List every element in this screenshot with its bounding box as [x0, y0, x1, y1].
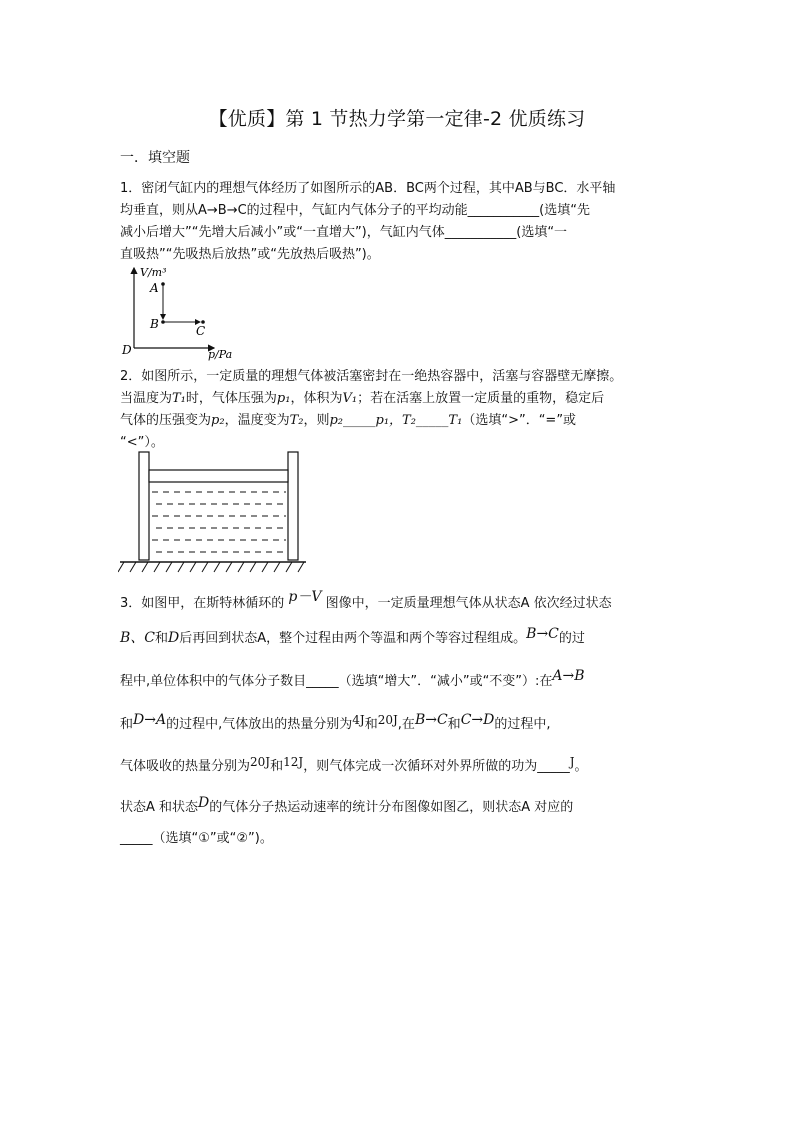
q3-text: 图像中，一定质量理想气体从状态A 依次经过状态	[325, 596, 612, 611]
q2-line-4: “<”）。	[120, 435, 164, 450]
q3-text: 。	[574, 759, 588, 774]
question-1	[120, 178, 680, 266]
q3-line-2	[120, 626, 700, 647]
origin-label-D: D	[122, 343, 132, 357]
section-heading: 一．填空题	[120, 150, 190, 166]
x-axis-label: p/Pa	[208, 348, 233, 361]
math-B-to-C: B→C	[526, 626, 559, 642]
piston	[149, 470, 288, 482]
q3-text: ,在	[397, 717, 415, 732]
q1-line-3: 减小后增大”“先增大后减小”或“一直增大”)，气缸内气体___________(选填“一	[120, 225, 568, 240]
q3-text: 后再回到状态A，整个过程由两个等温和两个等容过程组成。	[179, 631, 527, 646]
right-wall	[288, 452, 298, 560]
math-A-to-B: A→B	[552, 668, 585, 684]
symbol-T2: T₂	[289, 413, 304, 428]
q2-comparison-blanks: p₂_____p₁，T₂_____T₁	[329, 413, 463, 428]
q3-text: 的气体分子热运动速率的统计分布图像如图乙，则状态A 对应的	[209, 800, 574, 815]
gas-dashes	[152, 492, 286, 552]
q3-text: 状态A 和状态	[120, 800, 199, 815]
unit-J: J	[569, 755, 575, 769]
math-B-to-C: B→C	[414, 712, 448, 728]
q2-text: 时，气体压强为	[185, 391, 277, 406]
q2-text: ，温度变为	[224, 413, 290, 428]
q2-text: 当温度为	[120, 391, 173, 406]
q3-line-1	[120, 586, 700, 611]
value-4J: 4J	[352, 713, 365, 727]
symbol-V1: V₁	[342, 391, 358, 406]
q3-text: ，则气体完成一次循环对外界所做的功为_____	[303, 759, 570, 774]
q3-text: 程中,单位体积中的气体分子数目_____（选填“增大”．“减小”或“不变”）:在	[120, 674, 553, 689]
symbol-p2: p₂	[211, 413, 225, 428]
q3-line-4	[120, 712, 700, 732]
question-2	[120, 366, 680, 454]
math-pv: p－V	[288, 589, 322, 605]
q2-line-3	[120, 410, 680, 432]
q2-text: 气体的压强变为	[120, 413, 212, 428]
q2-line-1: 2．如图所示，一定质量的理想气体被活塞密封在一绝热容器中，活塞与容器壁无摩擦。	[120, 369, 623, 384]
q2-text: ，体积为	[290, 391, 343, 406]
y-axis-label: V/m³	[140, 266, 167, 279]
q3-text: 和	[155, 631, 169, 646]
q3-line-5	[120, 755, 700, 774]
value-20J: 20J	[377, 713, 398, 727]
q2-line-2	[120, 388, 680, 410]
q3-text: 和	[120, 717, 134, 732]
math-BC-list: B、C	[120, 630, 155, 646]
value-20J: 20J	[250, 755, 271, 769]
symbol-T1: T₁	[172, 391, 186, 406]
q1-line-2: 均垂直，则从A→B→C的过程中，气缸内气体分子的平均动能___________(选填“先	[120, 203, 590, 218]
value-12J: 12J	[283, 755, 304, 769]
q3-text: 的过程中,	[494, 717, 551, 732]
math-D-to-A: D→A	[133, 712, 167, 728]
symbol-p1: p₁	[276, 391, 291, 406]
q3-text: 3．如图甲，在斯特林循环的	[120, 596, 285, 611]
label-B: B	[150, 317, 159, 331]
q2-container-diagram	[118, 450, 308, 576]
q3-line-7: _____（选填“①”或“②”)。	[120, 831, 273, 846]
q3-text: 气体吸收的热量分别为	[120, 759, 251, 774]
label-A: A	[150, 281, 159, 295]
left-wall	[139, 452, 149, 560]
q3-line-3	[120, 668, 700, 689]
math-D: D	[198, 795, 210, 811]
math-D: D	[168, 630, 180, 646]
q3-text: 的过	[558, 631, 585, 646]
q2-text: ，则	[303, 413, 330, 428]
q3-text: 和	[447, 717, 461, 732]
q1-vp-diagram	[118, 262, 248, 362]
math-C-to-D: C→D	[460, 712, 495, 728]
q3-text: 的过程中,气体放出的热量分别为	[166, 717, 353, 732]
q3-line-6	[120, 795, 700, 815]
q2-text: （选填“>”．“=”或	[462, 413, 577, 428]
q1-line-1: 1．密闭气缸内的理想气体经历了如图所示的AB．BC两个过程，其中AB与BC．水平轴	[120, 181, 616, 196]
q1-line-4: 直吸热”“先吸热后放热”或“先放热后吸热”)。	[120, 247, 380, 262]
q3-text: 和	[364, 717, 378, 732]
ground-hatch	[118, 562, 304, 572]
label-C: C	[196, 324, 206, 338]
page-title: 【优质】第 1 节热力学第一定律-2 优质练习	[208, 108, 586, 130]
q2-text: ；若在活塞上放置一定质量的重物，稳定后	[357, 391, 605, 406]
q3-text: 和	[270, 759, 284, 774]
